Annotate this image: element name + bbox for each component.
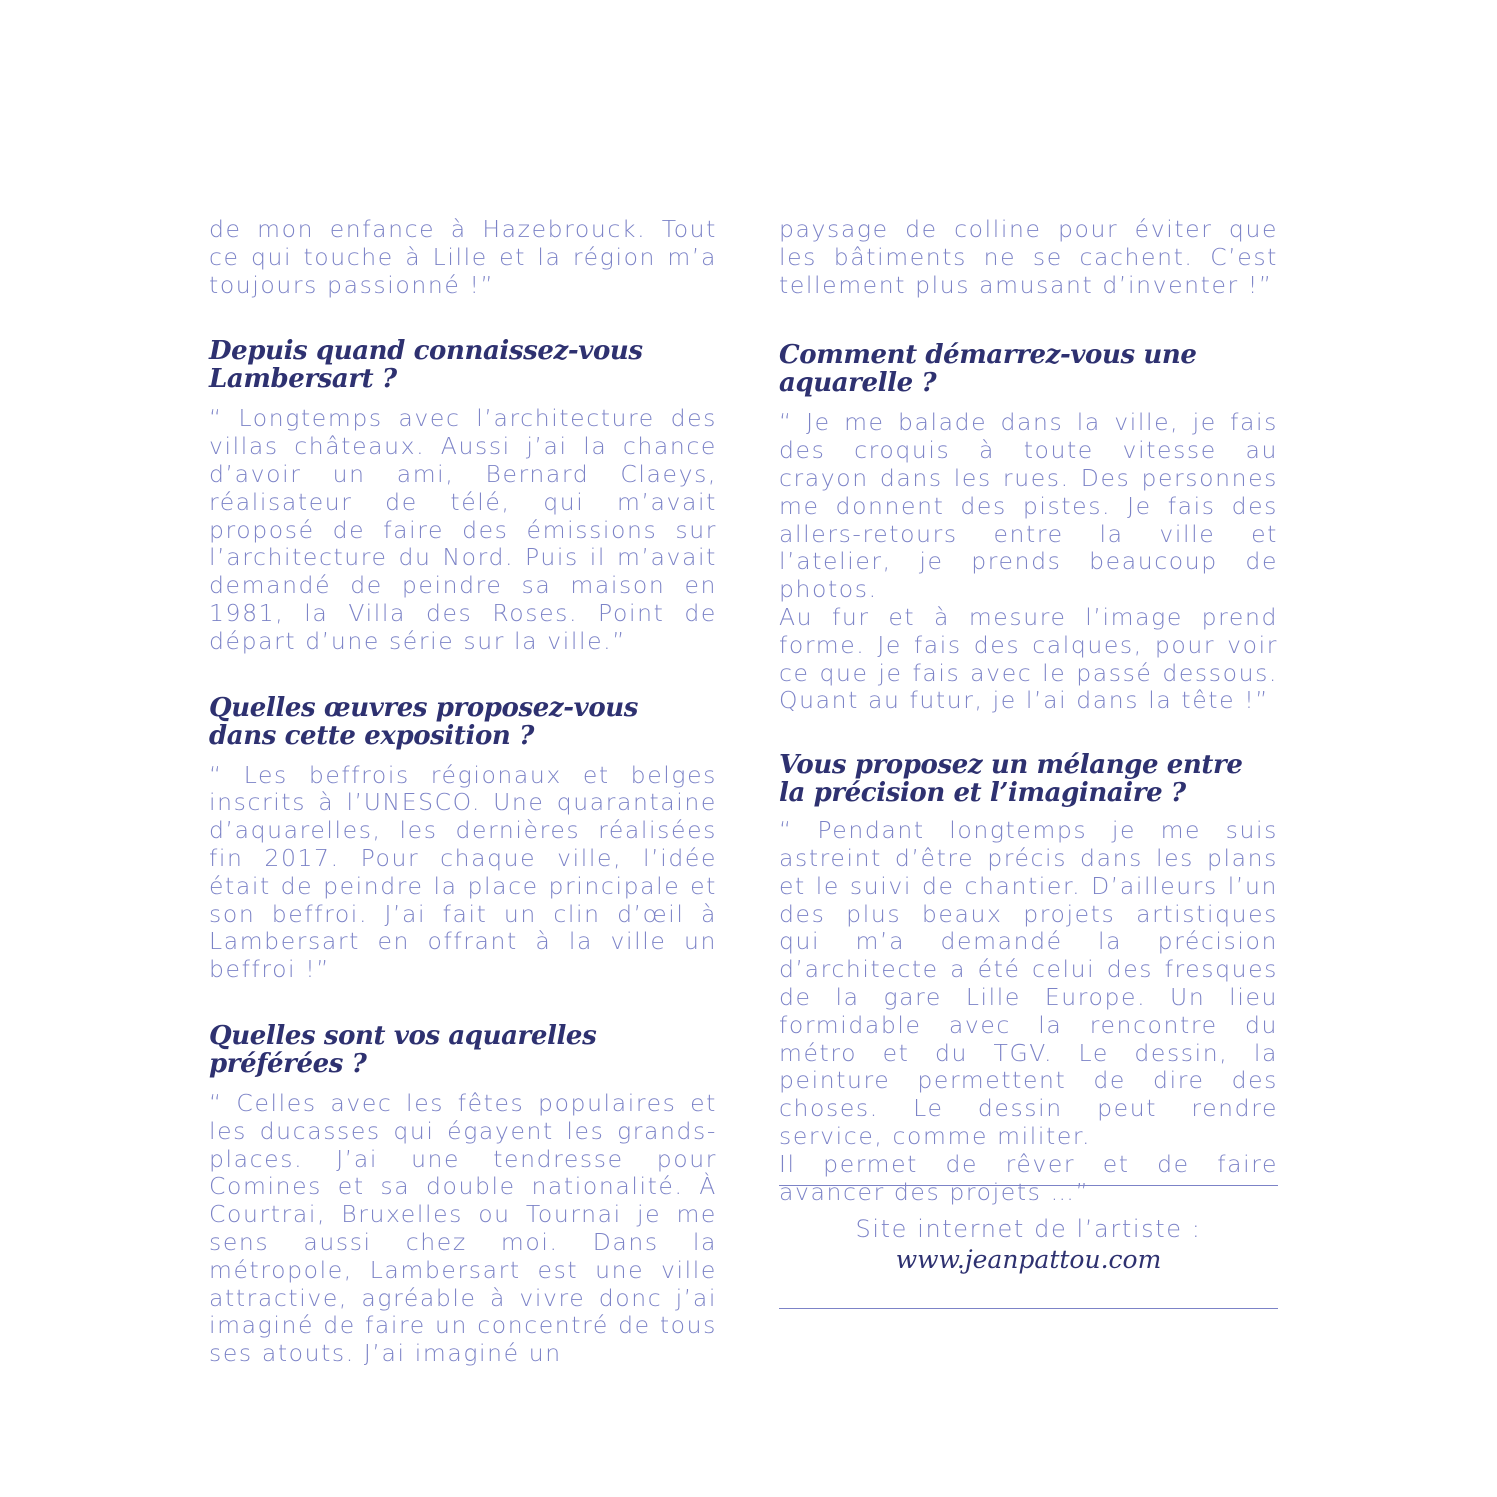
right-column (779, 213, 1278, 1206)
artist-website-block (779, 1213, 1278, 1275)
question-heading-lambersart (209, 337, 717, 393)
answer-text: “ Les beffrois régionaux et belges inscrits à l’UNESCO. Une quarantaine d’aquarelles, les dernières réalisées fin 2017. Pour chaque ville, l’idée était de peindre la place principale et son beffroi. J’ai fait un clin d’œil à Lambersart en offrant à la ville un beffroi !” (209, 760, 717, 984)
heading-line: Vous proposez un mélange entre (779, 750, 1243, 781)
question-heading-aquarelle (779, 341, 1278, 397)
answer-paragraph (209, 1090, 717, 1368)
heading-line: la précision et l’imaginaire ? (779, 778, 1186, 809)
heading-line: Depuis quand connaissez-vous (209, 336, 643, 367)
heading-line: Quelles sont vos aquarelles préférées ? (209, 1020, 597, 1079)
answer-text: “ Je me balade dans la ville, je fais des croquis à toute vitesse au crayon dans les rues. Des personnes me donnent des pistes. Je fais des allers-retours entre la ville et l’atelier, je prends beaucoup de photos. (779, 408, 1278, 604)
question-heading-oeuvres (209, 694, 717, 750)
answer-text: Au fur et à mesure l’image prend forme. Je fais des calques, pour voir ce que je fais avec le passé dessous. Quant au futur, je l’ai dans la tête !” (779, 602, 1278, 715)
intro-text: de mon enfance à Hazebrouck. Tout ce qui touche à Lille et la région m’a toujours passionné !” (209, 215, 717, 299)
heading-line: Comment démarrez-vous une (779, 340, 1197, 371)
answer-text: “ Celles avec les fêtes populaires et les ducasses qui égayent les grands-places. J’ai une tendresse pour Comines et sa double nationalité. À Courtrai, Bruxelles ou Tournai je me sens aussi chez moi. Dans la métropole, Lambersart est une ville attractive, agréable à vivre donc j’ai imaginé de faire un concentré de tous ses atouts. J’ai imaginé un (209, 1088, 717, 1368)
divider-bottom (779, 1308, 1278, 1309)
heading-line: aquarelle ? (779, 368, 937, 399)
website-url: www.jeanpattou.com (895, 1245, 1162, 1274)
answer-paragraph (209, 762, 717, 984)
answer-text: “ Longtemps avec l’architecture des villas châteaux. Aussi j’ai la chance d’avoir un ami, Bernard Claeys, réalisateur de télé, qui m’avait proposé de faire des émissions sur l’architecture du Nord. Puis il m’avait demandé de peindre sa maison en 1981, la Villa des Roses. Point de départ d’une série sur la ville.” (209, 404, 717, 655)
heading-line: dans cette exposition ? (209, 720, 534, 751)
question-heading-preferees (209, 1022, 717, 1078)
website-label: Site internet de l’artiste : (855, 1215, 1202, 1243)
intro-paragraph (779, 216, 1278, 299)
intro-paragraph (209, 216, 717, 299)
question-heading-melange (779, 751, 1278, 807)
left-column (209, 213, 717, 1368)
answer-paragraph (779, 409, 1278, 715)
heading-line: Quelles œuvres proposez-vous (209, 692, 639, 723)
divider-top (779, 1185, 1278, 1186)
answer-paragraph (209, 405, 717, 655)
answer-paragraph (779, 817, 1278, 1206)
answer-text: Il permet de rêver et de faire avancer des projets …” (779, 1149, 1278, 1206)
intro-text: paysage de colline pour éviter que les bâtiments ne se cachent. C’est tellement plus amusant d’inventer !” (779, 215, 1278, 299)
answer-text: “ Pendant longtemps je me suis astreint d’être précis dans les plans et le suivi de chantier. D’ailleurs l’un des plus beaux projets artistiques qui m’a demandé la précision d’architecte a été celui des fresques de la gare Lille Europe. Un lieu formidable avec la rencontre du métro et du TGV. Le dessin, la peinture permettent de dire des choses. Le dessin peut rendre service, comme militer. (779, 816, 1278, 1150)
heading-line: Lambersart ? (209, 364, 397, 395)
